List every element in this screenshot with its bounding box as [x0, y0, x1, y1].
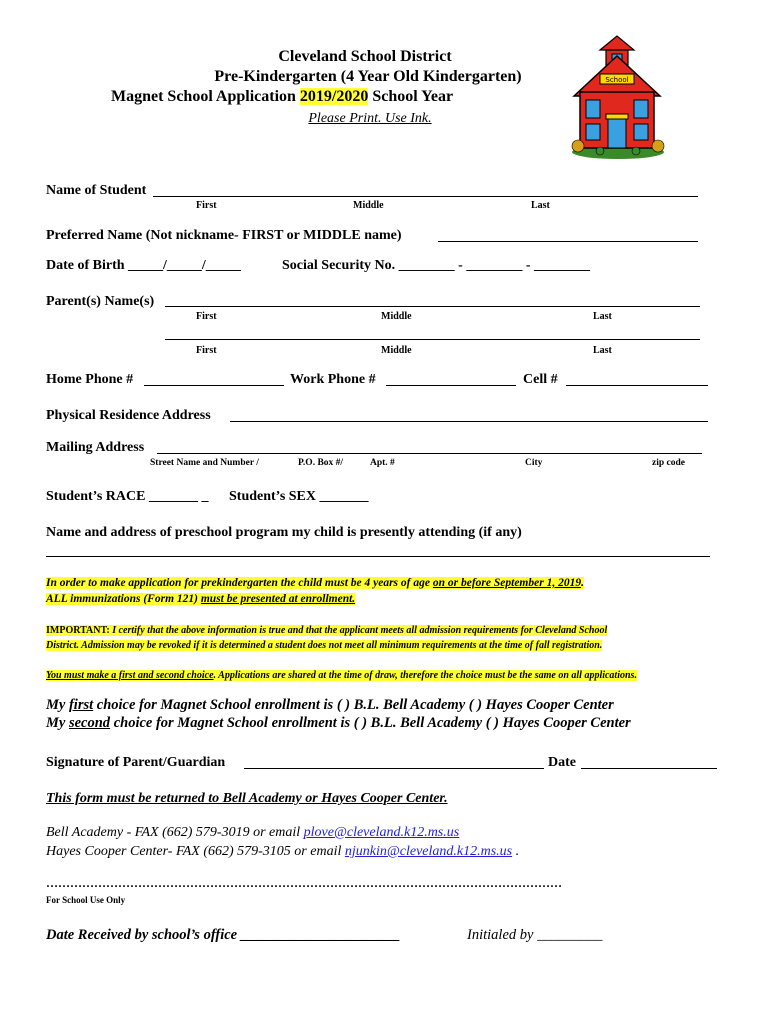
mailing-address-field[interactable] — [157, 453, 702, 454]
parent2-last-sublabel: Last — [593, 345, 612, 356]
signature-label: Signature of Parent/Guardian — [46, 755, 226, 770]
initialed-line — [467, 927, 602, 944]
application-title-suffix: School Year — [372, 88, 454, 105]
student-last-sublabel: Last — [531, 200, 550, 211]
street-sublabel: Street Name and Number / — [150, 458, 259, 468]
parent2-name-field[interactable] — [165, 339, 700, 340]
notice-immunizations — [46, 593, 355, 605]
zip-sublabel: zip code — [652, 458, 685, 468]
hayes-contact-prefix: Hayes Cooper Center- FAX (662) 579-3105 or email — [46, 844, 345, 859]
hayes-contact-suffix: . — [512, 844, 520, 859]
preschool-label: Name and address of preschool program my child is presently attending (if any) — [46, 525, 522, 540]
signature-date-label: Date — [548, 755, 576, 770]
sex-label — [229, 489, 369, 505]
signature-date-field[interactable] — [581, 768, 717, 769]
second-choice-a: My — [46, 715, 69, 731]
preferred-name-label: Preferred Name (Not nickname- FIRST or MIDDLE name) — [46, 228, 402, 243]
home-phone-label: Home Phone # — [46, 372, 134, 387]
return-instruction: This form must be returned to Bell Academy or Hayes Cooper Center. — [46, 791, 448, 806]
application-year: 2019/2020 — [299, 88, 369, 105]
program-title: Pre-Kindergarten (4 Year Old Kindergarten) — [214, 68, 522, 85]
date-received-line — [46, 927, 400, 944]
parent1-name-field[interactable] — [165, 306, 700, 307]
schoolhouse-sign: School — [605, 76, 629, 84]
date-received-label: Date Received by school’s office — [46, 927, 238, 943]
ssn-field[interactable]: ________ - ________ - ________ — [398, 258, 590, 273]
preschool-field[interactable] — [46, 556, 710, 557]
notice-immunizations-b: must be presented at enrollment. — [200, 593, 356, 605]
home-phone-field[interactable] — [144, 385, 284, 386]
date-received-field[interactable]: ______________________ — [240, 927, 401, 943]
pobox-sublabel: P.O. Box #/ — [298, 458, 344, 468]
office-use-label: For School Use Only — [46, 895, 126, 905]
application-title-prefix: Magnet School Application — [111, 88, 296, 105]
city-sublabel: City — [525, 458, 543, 468]
student-name-field[interactable] — [153, 196, 698, 197]
ssn-label-text: Social Security No. — [282, 258, 396, 273]
sex-field[interactable]: _______ — [319, 489, 369, 504]
bell-email-link[interactable]: plove@cleveland.k12.ms.us — [303, 825, 460, 840]
race-field[interactable]: _______ _ — [148, 489, 209, 504]
parent1-first-sublabel: First — [196, 311, 217, 322]
notice-choice-a: You must make a first and second choice — [46, 670, 214, 681]
notice-choice-b: . Applications are shared at the time of draw, therefore the choice must be the same on all applications. — [213, 670, 637, 681]
application-title — [111, 88, 453, 106]
physical-address-field[interactable] — [230, 421, 708, 422]
first-choice-options[interactable]: choice for Magnet School enrollment is ( ) B.L. Bell Academy ( ) Hayes Cooper Center — [93, 697, 614, 713]
student-first-sublabel: First — [196, 200, 217, 211]
first-choice-line — [46, 697, 614, 714]
sex-label-text: Student’s SEX — [229, 489, 317, 504]
ssn-label — [282, 258, 590, 274]
first-choice-word: first — [68, 697, 94, 713]
office-divider: ………………………………………………………………………………………………………………… — [46, 876, 562, 890]
parent-names-label: Parent(s) Name(s) — [46, 294, 155, 309]
notice-choice — [46, 670, 637, 681]
cell-phone-label: Cell # — [523, 372, 558, 387]
second-choice-line — [46, 715, 631, 732]
apt-sublabel: Apt. # — [370, 458, 395, 468]
initialed-field[interactable]: _________ — [537, 927, 603, 943]
print-instruction: Please Print. Use Ink. — [308, 111, 432, 126]
parent1-middle-sublabel: Middle — [381, 311, 412, 322]
student-name-label: Name of Student — [46, 183, 147, 198]
mailing-address-label: Mailing Address — [46, 440, 145, 455]
initialed-label: Initialed by — [467, 927, 534, 943]
race-label-text: Student’s RACE — [46, 489, 146, 504]
second-choice-options[interactable]: choice for Magnet School enrollment is ( ) B.L. Bell Academy ( ) Hayes Cooper Center — [110, 715, 631, 731]
parent2-middle-sublabel: Middle — [381, 345, 412, 356]
physical-address-label: Physical Residence Address — [46, 408, 211, 423]
preferred-name-field[interactable] — [438, 241, 698, 242]
hayes-contact — [46, 844, 519, 860]
notice-age — [46, 577, 584, 589]
parent2-first-sublabel: First — [196, 345, 217, 356]
notice-important-1 — [46, 625, 607, 636]
parent1-last-sublabel: Last — [593, 311, 612, 322]
notice-age-date: on or before September 1, 2019 — [432, 577, 582, 589]
district-name: Cleveland School District — [278, 48, 452, 65]
important-text-1: I certify that the above information is true and that the applicant meets all admission requirements for Cleveland School — [109, 625, 608, 636]
bell-contact-prefix: Bell Academy - FAX (662) 579-3019 or email — [46, 825, 304, 840]
work-phone-field[interactable] — [386, 385, 516, 386]
signature-field[interactable] — [244, 768, 544, 769]
race-label — [46, 489, 208, 505]
dob-field[interactable]: _____/_____/_____ — [128, 258, 241, 273]
student-middle-sublabel: Middle — [353, 200, 384, 211]
bell-contact — [46, 825, 459, 841]
dob-label — [46, 258, 241, 274]
schoolhouse-logo — [570, 34, 666, 160]
cell-phone-field[interactable] — [566, 385, 708, 386]
second-choice-word: second — [68, 715, 111, 731]
important-text-2: District. Admission may be revoked if it is determined a student does not meet all minimum requirements at the time of fall registration. — [46, 640, 603, 651]
first-choice-a: My — [46, 697, 69, 713]
work-phone-label: Work Phone # — [290, 372, 376, 387]
notice-age-a: In order to make application for prekindergarten the child must be 4 years of age — [46, 577, 433, 589]
notice-important-2 — [46, 640, 602, 651]
important-label: IMPORTANT: — [46, 625, 110, 636]
hayes-email-link[interactable]: njunkin@cleveland.k12.ms.us — [344, 844, 513, 859]
dob-label-text: Date of Birth — [46, 258, 125, 273]
notice-age-end: . — [581, 577, 584, 589]
notice-immunizations-a: ALL immunizations (Form 121) — [46, 593, 201, 605]
